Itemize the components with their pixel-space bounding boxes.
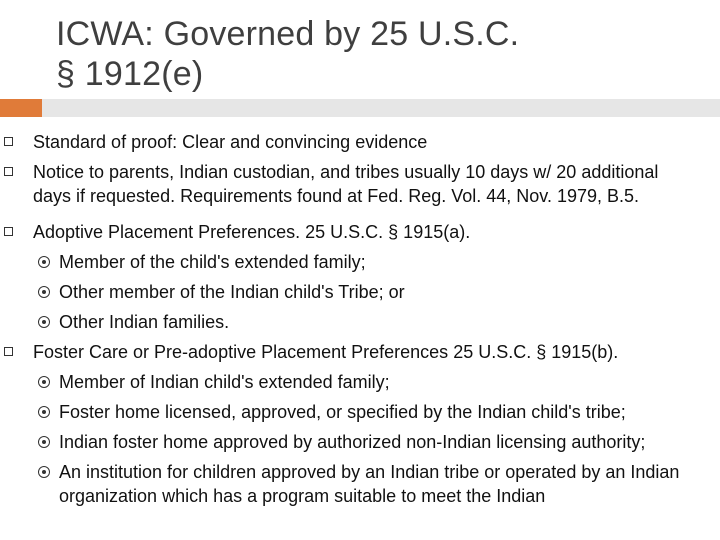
square-bullet-icon (4, 167, 13, 176)
sub-bullet-item (0, 460, 699, 508)
circle-bullet-icon (38, 376, 50, 388)
sub-bullet-text: An institution for children approved by an Indian tribe or operated by an Indian organization which has a program suitable to meet the Indian (59, 462, 680, 506)
bullet-list (0, 130, 720, 514)
sub-bullet-item (0, 370, 699, 394)
bullet-text: Notice to parents, Indian custodian, and tribes usually 10 days w/ 20 additional days if requested. Requirements found at Fed. Reg. Vol. 44, Nov. 1979, B.5. (33, 162, 659, 206)
bullet-item (0, 130, 683, 154)
circle-bullet-icon (38, 436, 50, 448)
circle-bullet-icon (38, 316, 50, 328)
sub-bullet-item (0, 280, 699, 304)
bullet-text: Standard of proof: Clear and convincing evidence (33, 132, 428, 152)
circle-bullet-icon (38, 406, 50, 418)
title-line-1: ICWA: Governed by 25 U.S.C. (56, 15, 520, 53)
sub-bullet-item (0, 400, 699, 424)
square-bullet-icon (4, 227, 13, 236)
title-accent-bar (0, 99, 42, 117)
sub-bullet-item (0, 250, 699, 274)
bullet-text: Foster Care or Pre-adoptive Placement Preferences 25 U.S.C. § 1915(b). (33, 342, 619, 362)
sub-bullet-item (0, 430, 699, 454)
sub-bullet-item (0, 310, 699, 334)
sub-bullet-text: Indian foster home approved by authorized non-Indian licensing authority; (59, 432, 646, 452)
sub-bullet-text: Foster home licensed, approved, or specified by the Indian child's tribe; (59, 402, 626, 422)
square-bullet-icon (4, 137, 13, 146)
square-bullet-icon (4, 347, 13, 356)
title-divider (42, 99, 720, 117)
title-line-2: § 1912(e) (56, 55, 204, 93)
bullet-text: Adoptive Placement Preferences. 25 U.S.C. § 1915(a). (33, 222, 471, 242)
circle-bullet-icon (38, 466, 50, 478)
bullet-item (0, 220, 683, 244)
slide-title (56, 14, 696, 94)
sub-bullet-text: Member of Indian child's extended family; (59, 372, 390, 392)
bullet-item (0, 340, 683, 364)
sub-bullet-text: Other member of the Indian child's Tribe; or (59, 282, 405, 302)
bullet-item (0, 160, 683, 208)
sub-bullet-text: Other Indian families. (59, 312, 230, 332)
sub-bullet-text: Member of the child's extended family; (59, 252, 366, 272)
circle-bullet-icon (38, 286, 50, 298)
circle-bullet-icon (38, 256, 50, 268)
